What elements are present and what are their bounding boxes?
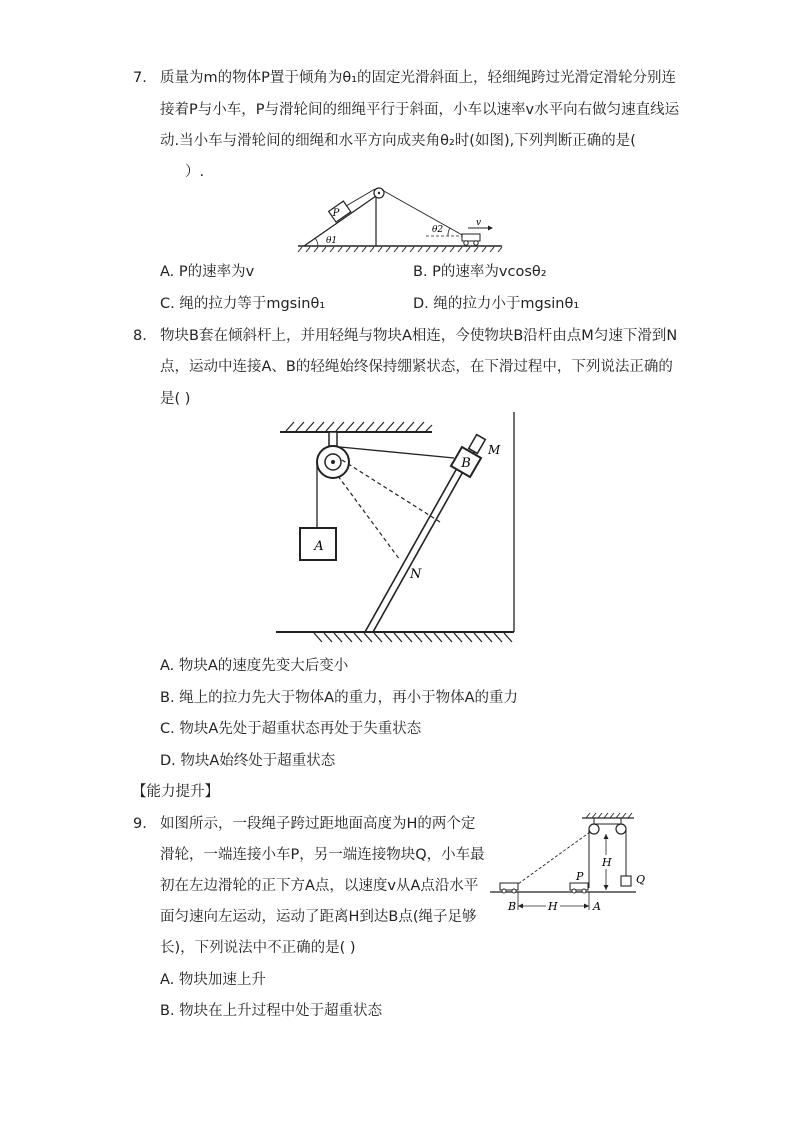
- q8-line-3: 是( ): [160, 391, 191, 407]
- q8-block-a-label: A: [314, 539, 324, 554]
- q7-option-d[interactable]: D. 绳的拉力小于mgsinθ₁: [413, 296, 580, 312]
- q9-figure: [486, 812, 656, 922]
- q8-option-a[interactable]: A. 物块A的速度先变大后变小: [160, 658, 349, 674]
- q9-point-b-label: B: [508, 900, 517, 913]
- q8-point-m-label: M: [488, 443, 501, 457]
- q7-option-a[interactable]: A. P的速率为v: [160, 264, 255, 280]
- q9-height-label-horizontal: H: [548, 900, 558, 913]
- section-heading: 【能力提升】: [132, 784, 219, 800]
- q9-number: 9.: [133, 816, 147, 832]
- q9-block-q-label: Q: [636, 873, 646, 886]
- q8-block-b-label: B: [461, 456, 471, 471]
- q8-point-n-label: N: [410, 567, 422, 582]
- q7-angle1-label: θ1: [326, 236, 338, 246]
- q8-option-c[interactable]: C. 物块A先处于超重状态再处于失重状态: [160, 721, 422, 737]
- q8-option-b[interactable]: B. 绳上的拉力先大于物体A的重力，再小于物体A的重力: [160, 690, 519, 706]
- q7-option-c[interactable]: C. 绳的拉力等于mgsinθ₁: [160, 296, 326, 312]
- q8-line-2: 点，运动中连接A、B的轻绳始终保持绷紧状态，在下滑过程中，下列说法正确的: [160, 359, 673, 375]
- q7-option-b[interactable]: B. P的速率为vcosθ₂: [413, 264, 547, 280]
- q8-figure: [276, 410, 521, 650]
- q9-line-3: 初在左边滑轮的正下方A点，以速度v从A点沿水平: [160, 878, 479, 894]
- q7-number: 7.: [133, 70, 147, 86]
- q9-cart-p-label: P: [576, 870, 584, 883]
- q8-number: 8.: [133, 328, 147, 344]
- q9-option-a[interactable]: A. 物块加速上升: [160, 972, 266, 988]
- q9-line-5: 长)，下列说法中不正确的是( ): [160, 940, 356, 956]
- q7-figure: [296, 184, 506, 254]
- q9-point-a-label: A: [593, 900, 601, 913]
- q9-line-4: 面匀速向左运动，运动了距离H到达B点(绳子足够: [160, 909, 477, 925]
- q9-line-1: 如图所示，一段绳子跨过距地面高度为H的两个定: [160, 816, 476, 832]
- q7-line-3: 动.当小车与滑轮间的细绳和水平方向成夹角θ₂时(如图),下列判断正确的是(: [160, 133, 636, 149]
- q9-line-2: 滑轮，一端连接小车P，另一端连接物块Q，小车最: [160, 847, 485, 863]
- q8-option-d[interactable]: D. 物块A始终处于超重状态: [160, 753, 336, 769]
- q7-angle2-label: θ2: [432, 225, 444, 235]
- q7-line-2: 接着P与小车，P与滑轮间的细绳平行于斜面，小车以速率v水平向右做匀速直线运: [160, 102, 680, 118]
- q7-velocity-label: v: [476, 218, 482, 228]
- q8-line-1: 物块B套在倾斜杆上，并用轻绳与物块A相连，今使物块B沿杆由点M匀速下滑到N: [160, 328, 678, 344]
- q9-height-label-vertical: H: [602, 856, 612, 869]
- q7-line-1: 质量为m的物体P置于倾角为θ₁的固定光滑斜面上，轻细绳跨过光滑定滑轮分别连: [160, 70, 677, 86]
- q7-line-4: ）.: [185, 164, 205, 180]
- q7-block-label: P: [332, 208, 340, 219]
- q9-option-b[interactable]: B. 物块在上升过程中处于超重状态: [160, 1003, 383, 1019]
